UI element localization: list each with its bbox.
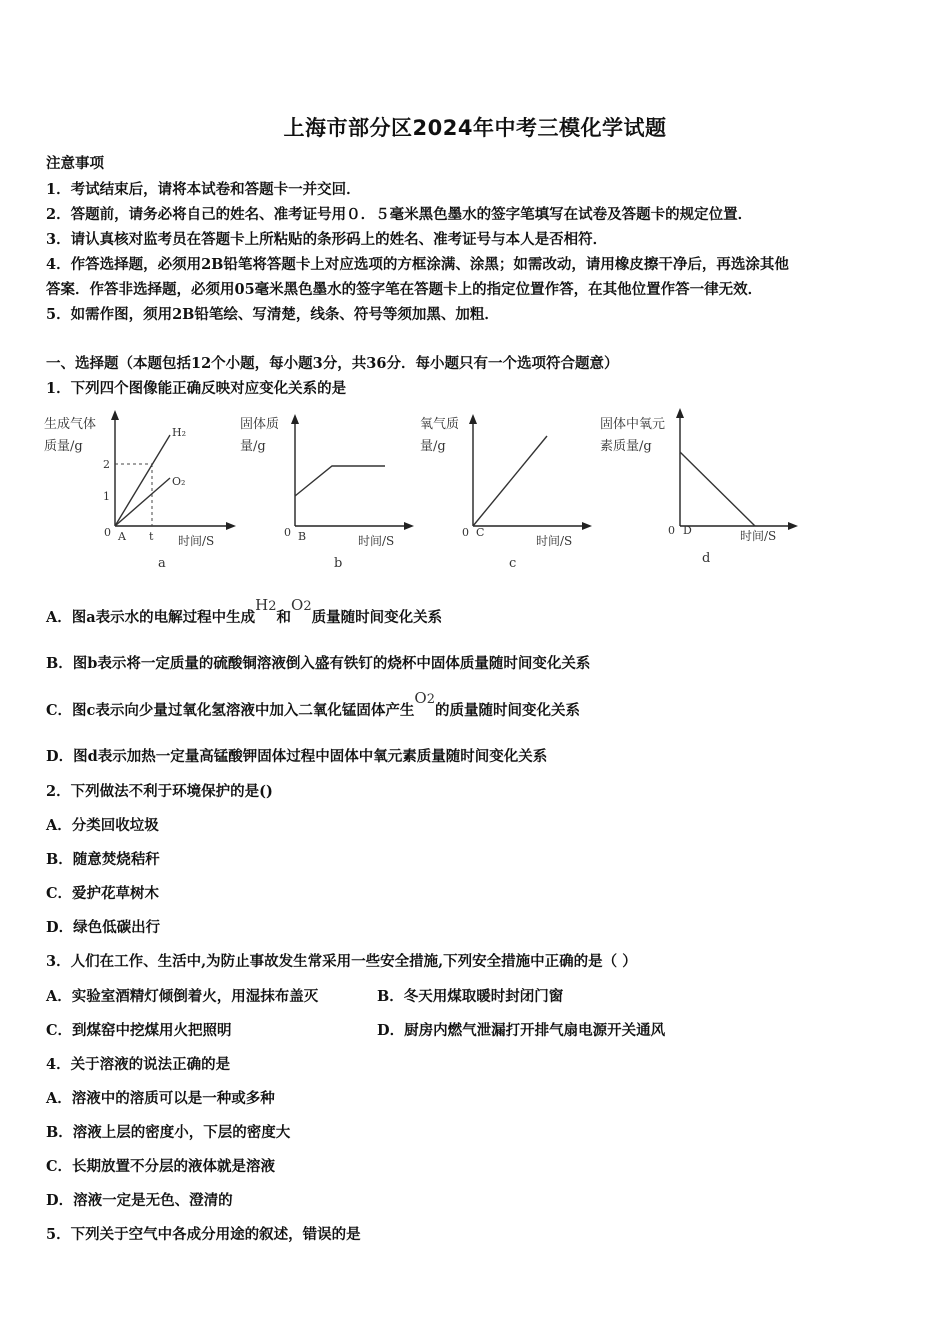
graph-b-ylabel: 固体质: [240, 417, 280, 432]
graph-c-y-arrow: [469, 414, 477, 424]
h2-formula: [255, 596, 276, 614]
option-text: A．图a表示水的电解过程中生成: [46, 609, 256, 626]
question-3-option-d: D．厨房内燃气泄漏打开排气扇电源开关通风: [377, 1022, 666, 1039]
question-3-option-a: A．实验室酒精灯倾倒着火，用湿抹布盖灭: [46, 988, 319, 1005]
graph-b-xlabel: 时间/S: [358, 534, 395, 548]
graph-c-xlabel: 时间/S: [536, 534, 573, 548]
graph-d-origin: 0: [668, 524, 675, 537]
graph-d-caption: d: [702, 551, 711, 566]
graph-a-point: A: [118, 530, 126, 543]
graph-c-point: C: [476, 526, 485, 539]
question-2-option: C．爱护花草树木: [46, 885, 160, 902]
question-4-option: C．长期放置不分层的液体就是溶液: [46, 1158, 276, 1175]
graph-b-origin: 0: [284, 526, 291, 539]
graph-a-tick: 2: [103, 458, 110, 471]
section-heading: 一、选择题（本题包括12个小题，每小题3分，共36分．每小题只有一个选项符合题意）: [46, 355, 619, 372]
graph-c: [420, 414, 592, 571]
graph-a-ylabel: 生成气体: [44, 417, 97, 432]
notice-item: 3．请认真核对监考员在答题卡上所粘贴的条形码上的姓名、准考证号与本人是否相符．: [46, 231, 608, 248]
question-1-graphs: [40, 400, 820, 575]
question-2-option: A．分类回收垃圾: [46, 817, 159, 834]
formula-letter: O: [291, 596, 304, 614]
question-1-stem: 1．下列四个图像能正确反映对应变化关系的是: [46, 380, 347, 397]
formula-letter: H: [255, 596, 269, 614]
notice-item: 1．考试结束后，请将本试卷和答题卡一并交回．: [46, 181, 361, 198]
question-5-stem: 5．下列关于空气中各成分用途的叙述，错误的是: [46, 1226, 361, 1243]
graph-c-x-arrow: [582, 522, 592, 530]
graph-a-o2-line: [115, 478, 170, 526]
notice-item: 5．如需作图，须用2B铅笔绘、写清楚，线条、符号等须加黑、加粗．: [46, 306, 499, 323]
graph-a: [44, 410, 236, 571]
graph-b: [240, 414, 414, 571]
graph-d-curve: [680, 452, 755, 526]
graph-b-caption: b: [334, 556, 343, 571]
graph-a-tick: t: [149, 530, 154, 543]
graph-b-point: B: [298, 530, 307, 543]
notice-item: 2．答题前，请务必将自己的姓名、准考证号用０．５毫米黑色墨水的签字笔填写在试卷及答题卡的规定位置．: [46, 206, 753, 223]
graph-c-curve: [473, 436, 547, 526]
graph-d: [600, 408, 798, 566]
graph-d-xlabel: 时间/S: [740, 529, 777, 543]
notice-item: 4．作答选择题，必须用2B铅笔将答题卡上对应选项的方框涂满、涂黑；如需改动，请用橡皮擦干净后，再选涂其他: [46, 256, 789, 273]
o2-formula: [414, 689, 435, 707]
graph-a-h2-line: [115, 435, 170, 526]
question-2-option: B．随意焚烧秸秆: [46, 851, 160, 868]
question-3-stem: 3．人们在工作、生活中,为防止事故发生常采用一些安全措施,下列安全措施中正确的是（ ）: [46, 953, 637, 970]
notice-heading: 注意事项: [46, 155, 104, 172]
option-text: C．图c表示向少量过氧化氢溶液中加入二氧化锰固体产生: [46, 702, 415, 719]
graph-a-x-arrow: [226, 522, 236, 530]
graph-c-ylabel: 氧气质: [420, 417, 460, 432]
graph-d-ylabel: 素质量/g: [600, 439, 652, 454]
formula-letter: O: [414, 689, 427, 707]
question-4-option: D．溶液一定是无色、澄清的: [46, 1192, 233, 1209]
question-4-option: B．溶液上层的密度小，下层的密度大: [46, 1124, 291, 1141]
graph-a-xlabel: 时间/S: [178, 534, 215, 548]
graph-d-x-arrow: [788, 522, 798, 530]
formula-subscript: 2: [303, 599, 312, 614]
question-4-stem: 4．关于溶液的说法正确的是: [46, 1056, 231, 1073]
graph-d-point: D: [683, 524, 692, 537]
formula-subscript: 2: [268, 599, 277, 614]
graph-a-o2-label: O₂: [172, 475, 186, 488]
question-3-option-c: C．到煤窑中挖煤用火把照明: [46, 1022, 232, 1039]
o2-formula: [291, 596, 312, 614]
graph-b-ylabel: 量/g: [240, 439, 266, 454]
graph-c-origin: 0: [462, 526, 469, 539]
question-1-option-c: [46, 689, 580, 720]
question-1-option-b: B．图b表示将一定质量的硫酸铜溶液倒入盛有铁钉的烧杯中固体质量随时间变化关系: [46, 655, 591, 672]
option-text: 和: [276, 609, 292, 626]
graph-b-y-arrow: [291, 414, 299, 424]
graph-a-tick: 1: [103, 490, 110, 503]
graph-b-x-arrow: [404, 522, 414, 530]
graph-a-caption: a: [158, 556, 166, 571]
notice-item: 答案．作答非选择题，必须用05毫米黑色墨水的签字笔在答题卡上的指定位置作答，在其他位置作答一律无效．: [46, 281, 763, 298]
option-text: 的质量随时间变化关系: [434, 702, 580, 719]
graph-d-ylabel: 固体中氧元: [600, 417, 666, 432]
graph-b-curve: [295, 466, 385, 496]
question-3-option-b: B．冬天用煤取暖时封闭门窗: [377, 988, 564, 1005]
question-1-option-a: [46, 596, 443, 627]
graph-a-h2-label: H₂: [172, 426, 187, 439]
graph-a-origin: 0: [104, 526, 111, 539]
option-text: 质量随时间变化关系: [311, 609, 443, 626]
question-1-option-d: D．图d表示加热一定量高锰酸钾固体过程中固体中氧元素质量随时间变化关系: [46, 748, 548, 765]
question-2-option: D．绿色低碳出行: [46, 919, 161, 936]
question-2-stem: 2．下列做法不利于环境保护的是(): [46, 783, 273, 800]
graph-d-y-arrow: [676, 408, 684, 418]
question-4-option: A．溶液中的溶质可以是一种或多种: [46, 1090, 275, 1107]
graph-a-y-arrow: [111, 410, 119, 420]
graph-a-ylabel: 质量/g: [44, 439, 83, 454]
page-title: 上海市部分区2024年中考三模化学试题: [283, 116, 667, 140]
graph-c-ylabel: 量/g: [420, 439, 446, 454]
formula-subscript: 2: [426, 692, 435, 707]
graph-c-caption: c: [509, 556, 517, 571]
